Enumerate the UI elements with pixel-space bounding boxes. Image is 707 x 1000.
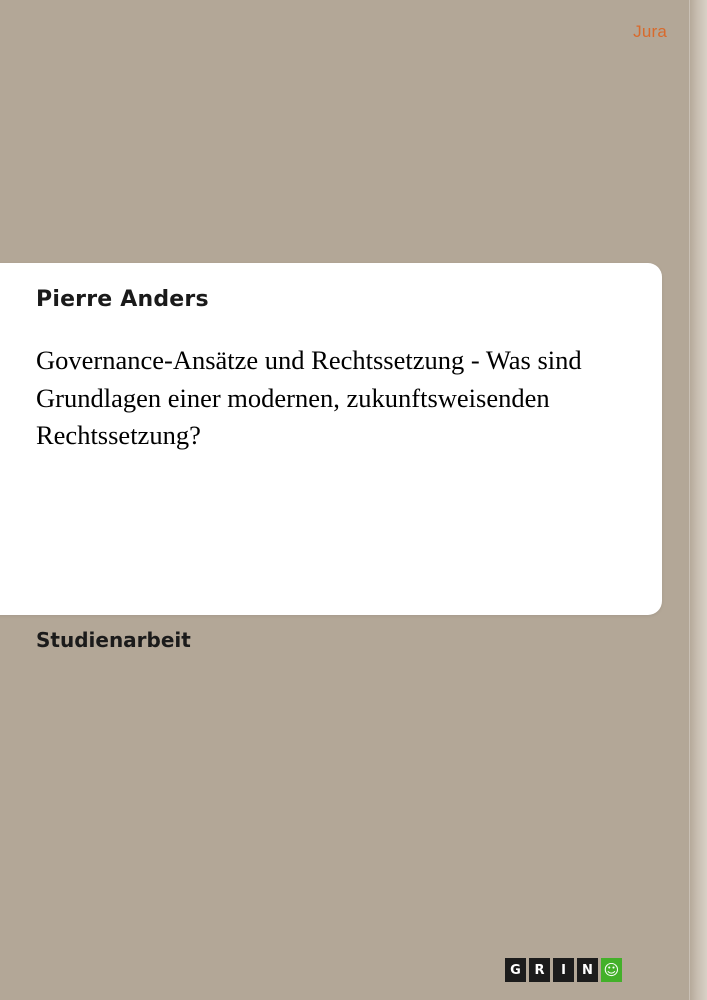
title-card [0,263,662,615]
smiley-icon: ☺ [601,958,622,982]
cover-edge-highlight [689,0,690,1000]
document-type-label: Studienarbeit [36,628,191,652]
logo-letter-r: R [529,958,550,982]
cover-right-edge [689,0,707,1000]
author-name: Pierre Anders [36,287,209,312]
imprint-label: Jura [633,22,667,41]
page-title: Governance-Ansätze und Rechtssetzung - Was sind Grundlagen einer modernen, zukunftsweisenden Rechtssetzung? [36,345,582,451]
logo-letter-n: N [577,958,598,982]
logo-letter-i: I [553,958,574,982]
logo-letter-g: G [505,958,526,982]
grin-logo [505,958,622,982]
